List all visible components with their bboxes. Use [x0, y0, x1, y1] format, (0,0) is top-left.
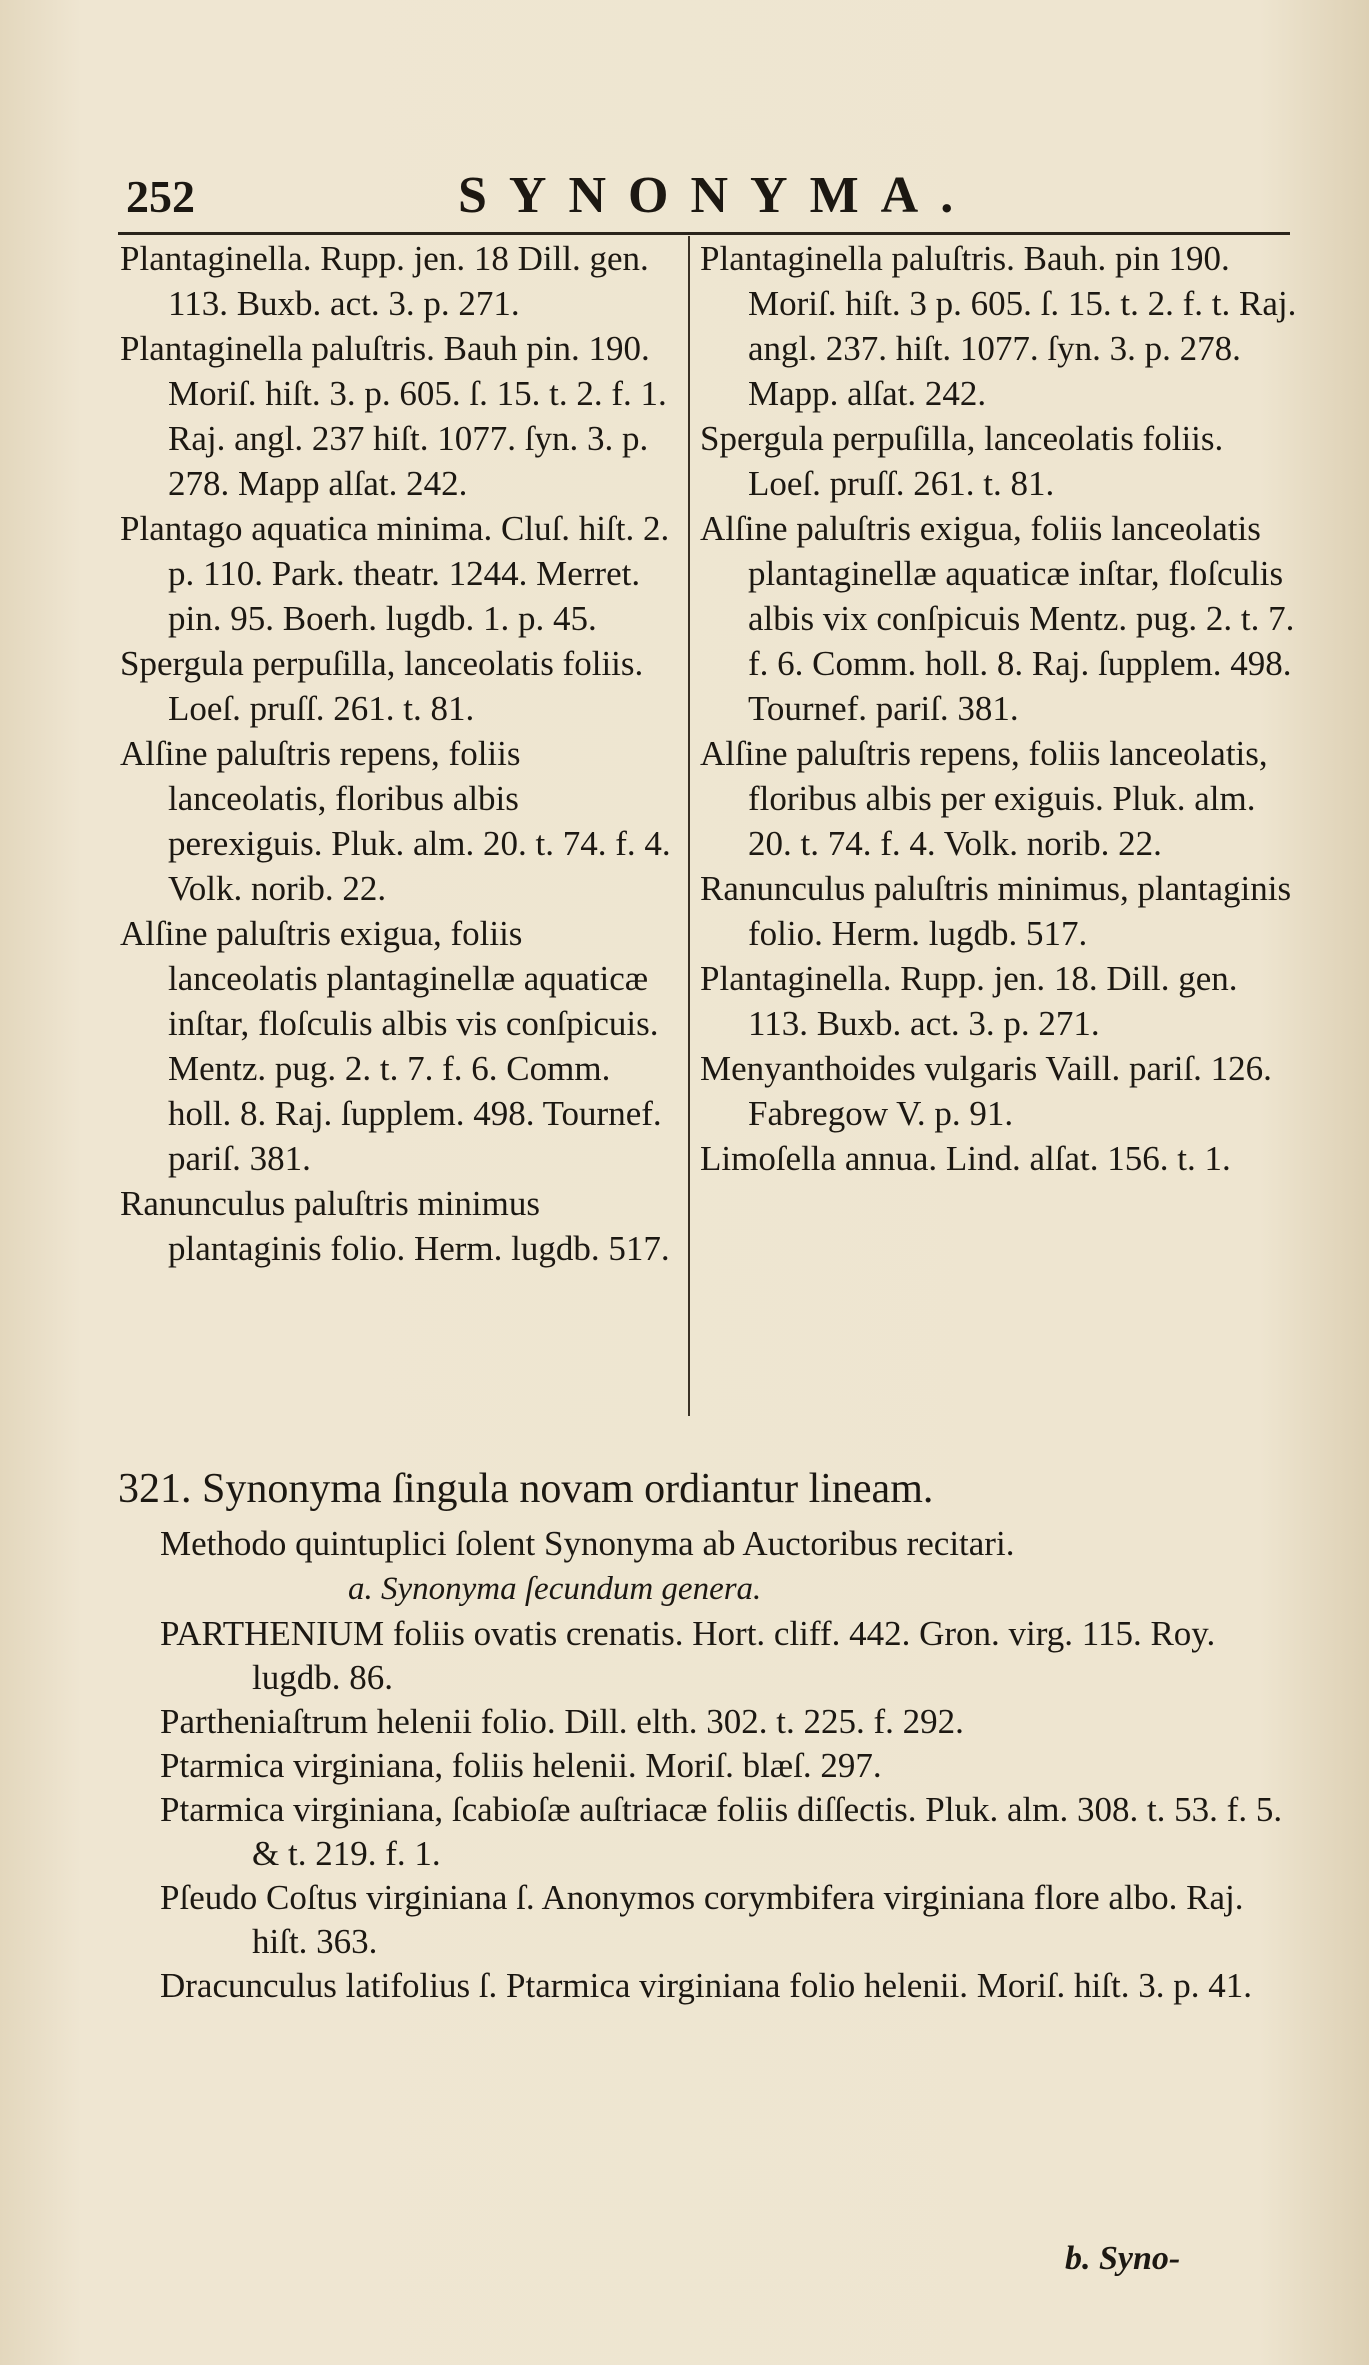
synonym-entry: Menyanthoides vulgaris Vaill. pariſ. 126. Fabregow V. p. 91. — [700, 1049, 1272, 1133]
synonym-entry: Ranunculus paluſtris minimus, plantaginis folio. Herm. lugdb. 517. — [700, 869, 1292, 953]
page-number: 252 — [126, 171, 195, 222]
synonym-entry: Ptarmica virginiana, ſcabioſæ auſtriacæ foliis diſſectis. Pluk. alm. 308. t. 53. f. 5. & t. 219. f. 1. — [160, 1790, 1283, 1873]
synonym-entry: Limoſella annua. Lind. alſat. 156. t. 1. — [700, 1139, 1231, 1178]
running-head: SYNONYMA. — [458, 167, 976, 224]
section-subheading: a. Synonyma ſecundum genera. — [348, 1571, 762, 1607]
synonym-entry: Ptarmica virginiana, foliis helenii. Moriſ. blæſ. 297. — [160, 1746, 882, 1785]
section-intro: Methodo quintuplici ſolent Synonyma ab Auctoribus recitari. — [160, 1524, 1015, 1563]
synonym-entry: Ranunculus paluſtris minimus plantaginis folio. Herm. lugdb. 517. — [120, 1184, 670, 1268]
column-divider — [688, 236, 690, 1416]
synonym-entry: Plantaginella. Rupp. jen. 18 Dill. gen. 113. Buxb. act. 3. p. 271. — [120, 239, 649, 323]
synonym-entry: Spergula perpuſilla, lanceolatis foliis. Loeſ. pruſſ. 261. t. 81. — [700, 419, 1224, 503]
synonym-entry: Pſeudo Coſtus virginiana ſ. Anonymos corymbifera virginiana flore albo. Raj. hiſt. 363. — [160, 1878, 1244, 1961]
synonym-entry: Alſine paluſtris exigua, foliis lanceolatis plantaginellæ aquaticæ inſtar, floſculis albis vis conſpicuis. Mentz. pug. 2. t. 7. f. 6. Comm. holl. 8. Raj. ſupplem. 498. Tournef. pariſ. 381. — [120, 914, 662, 1178]
synonym-entry: PARTHENIUM foliis ovatis crenatis. Hort. cliff. 442. Gron. virg. 115. Roy. lugdb. 86. — [160, 1614, 1216, 1697]
synonym-entry: Plantago aquatica minima. Cluſ. hiſt. 2. p. 110. Park. theatr. 1244. Merret. pin. 95. Boerh. lugdb. 1. p. 45. — [120, 509, 670, 638]
section-321 — [118, 1462, 1298, 2008]
header-rule — [118, 232, 1290, 235]
synonym-entry: Plantaginella paluſtris. Bauh pin. 190. Moriſ. hiſt. 3. p. 605. ſ. 15. t. 2. f. 1. Raj. angl. 237 hiſt. 1077. ſyn. 3. p. 278. Mapp alſat. 242. — [120, 329, 667, 503]
synonym-entry: Partheniaſtrum helenii folio. Dill. elth. 302. t. 225. f. 292. — [160, 1702, 964, 1741]
synonym-entry: Alſine paluſtris exigua, foliis lanceolatis plantaginellæ aquaticæ inſtar, floſculis albis vix conſpicuis Mentz. pug. 2. t. 7. f. 6. Comm. holl. 8. Raj. ſupplem. 498. Tournef. pariſ. 381. — [700, 509, 1295, 728]
synonym-entry: Plantaginella. Rupp. jen. 18. Dill. gen. 113. Buxb. act. 3. p. 271. — [700, 959, 1238, 1043]
synonym-entry: Plantaginella paluſtris. Bauh. pin 190. Moriſ. hiſt. 3 p. 605. ſ. 15. t. 2. f. t. Raj. angl. 237. hiſt. 1077. ſyn. 3. p. 278. Mapp. alſat. 242. — [700, 239, 1297, 413]
page-header — [118, 167, 1298, 226]
left-column — [120, 236, 680, 1271]
synonym-entry: Alſine paluſtris repens, foliis lanceolatis, floribus albis perexiguis. Pluk. alm. 20. t. 74. f. 4. Volk. norib. 22. — [120, 734, 671, 908]
section-heading: 321. Synonyma ſingula novam ordiantur lineam. — [118, 1466, 934, 1512]
synonym-entry: Alſine paluſtris repens, foliis lanceolatis, floribus albis per exiguis. Pluk. alm. 20. t. 74. f. 4. Volk. norib. 22. — [700, 734, 1268, 863]
synonym-entry: Spergula perpuſilla, lanceolatis foliis. Loeſ. pruſſ. 261. t. 81. — [120, 644, 644, 728]
catchword: b. Syno- — [1065, 2240, 1181, 2277]
right-column — [700, 236, 1300, 1181]
synonym-entry: Dracunculus latifolius ſ. Ptarmica virginiana folio helenii. Moriſ. hiſt. 3. p. 41. — [160, 1966, 1252, 2005]
